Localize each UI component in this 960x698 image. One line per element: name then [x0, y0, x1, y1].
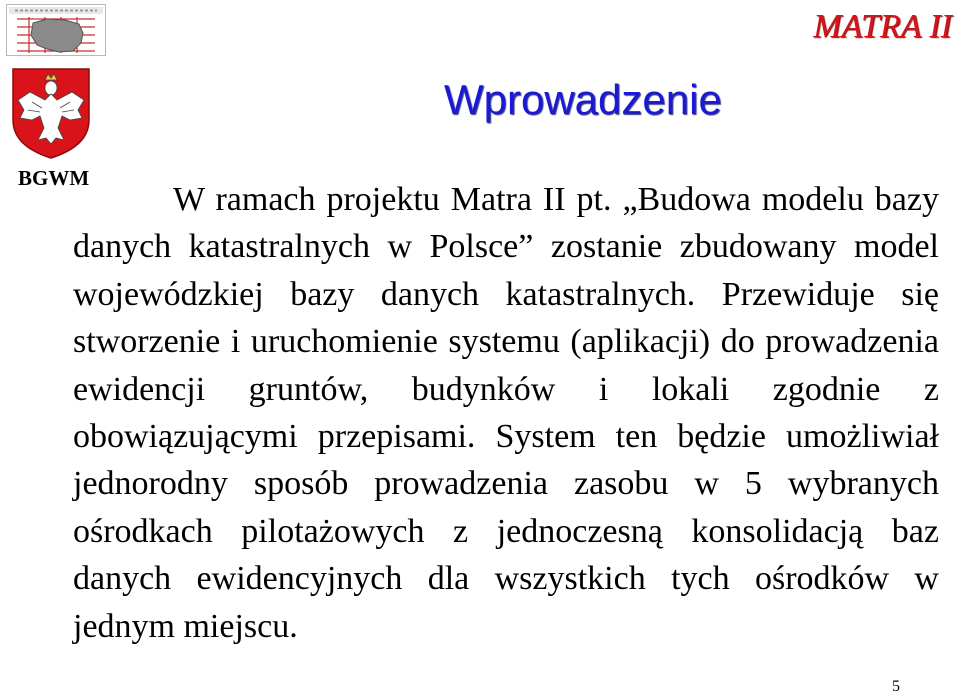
body-paragraph: W ramach projektu Matra II pt. „Budowa modelu bazy danych katastralnych w Polsce” zostanie zbudowany model wojewódzkiej bazy danych katastralnych. Przewiduje się stworzenie i uruchomienie systemu (aplikacji) do prowadzenia ewidencji gruntów, budynków i lokali zgodnie z obowiązującymi przepisami. System ten będzie umożliwiał jednorodny sposób prowadzenia zasobu w 5 wybranych ośrodkach pilotażowych z jednoczesną konsolidacją baz danych ewidencyjnych dla wszystkich tych ośrodków w jednym miejscu.	[73, 181, 939, 645]
white-eagle-coat-of-arms	[10, 66, 92, 160]
poland-map-logo	[6, 4, 106, 56]
program-label: MATRA II	[813, 8, 952, 45]
agency-label: BGWM	[18, 166, 90, 190]
page-number: 5	[892, 678, 900, 695]
page-title: Wprowadzenie	[444, 76, 722, 123]
